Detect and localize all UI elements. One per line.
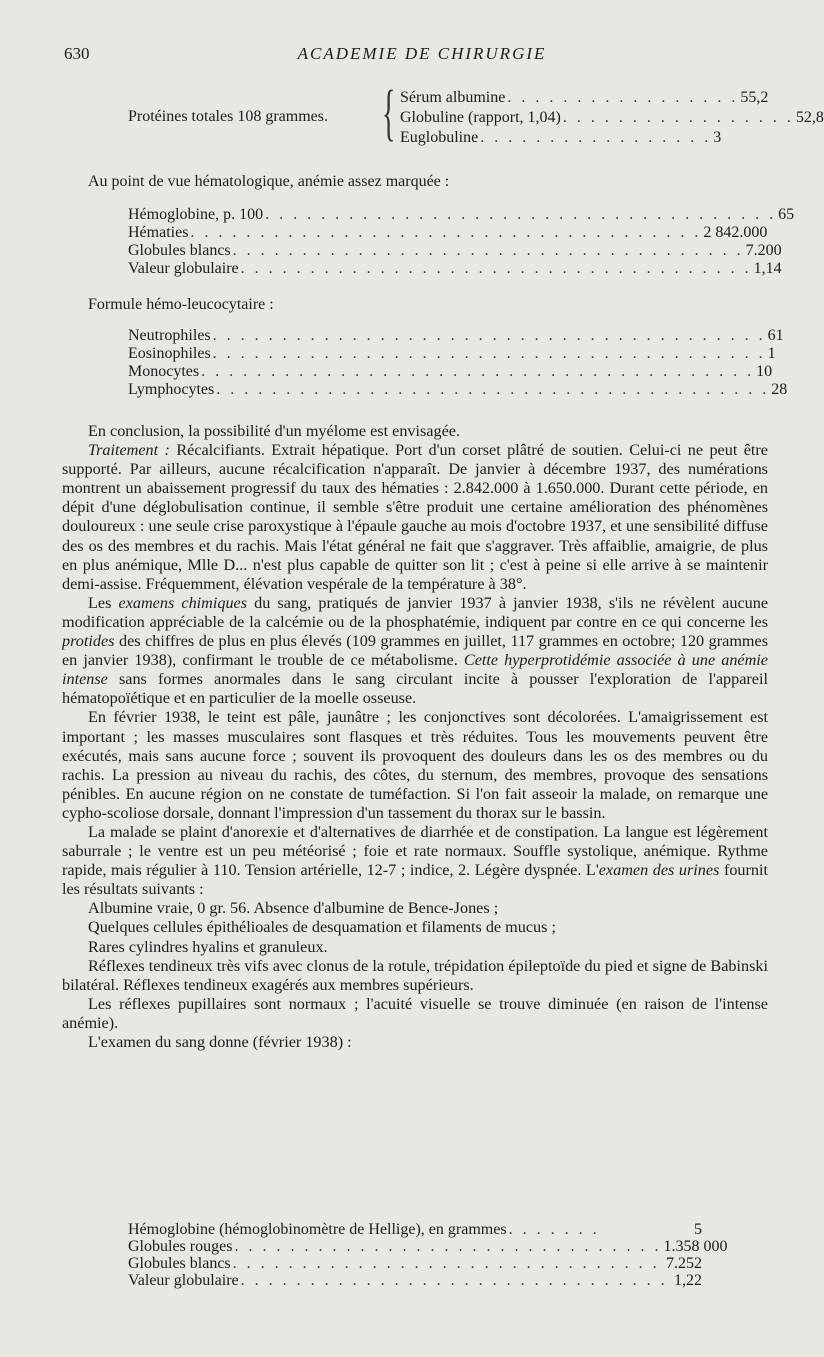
paragraph <box>62 823 768 899</box>
text-run: fournit les résultats suivants : <box>62 861 769 899</box>
protein-row <box>400 108 824 128</box>
leader-dots: . . . . . . . . . . . . . . . . . . . . . . . . . . . . . . . . . . . . . . . . <box>212 345 766 362</box>
paragraph-text: Récalcifiants. Extrait hépatique. Port d'un corset plâtré de soutien. Celui-ci ne peut être supporté. Par ailleurs, aucune récalcification n'apparaît. De janvier à décembre 1937, des numérations montrent un abaissement progressif du taux des hématies : 2.842.000 à 1.650.000. Durant cette période, en dépit d'une déglobulisation continue, il semble s'être produit une certaine amélioration des phénomènes douloureux : une seule crise paroxystique à l'épaule gauche au mois d'octobre 1937, et une sensibilité diffuse des os des membres et du rachis. Mais l'état général ne fait que s'aggraver. Très affaiblie, amaigrie, de plus en plus anémique, Mlle D... n'est plus capable de quitter son lit ; c'est à peine si elle arrive à se maintenir demi-assise. Fréquemment, élévation vespérale de la température à 38°. <box>62 441 768 593</box>
row-value: 3 <box>713 129 722 146</box>
leader-dots: . . . . . . . . . . . . . . . . . . . . . . . . . . . . . . . . . . . . . <box>265 206 777 223</box>
leader-dots: . . . . . . . . . . . . . . . . . . . . . . . . . . . . . . . <box>232 1255 660 1272</box>
paragraph: En conclusion, la possibilité d'un myélome est envisagée. <box>88 422 461 440</box>
text-run: sans formes anormales dans le sang circulant incite à pousser l'exploration de l'appareil hématopoïétique et en particulier de la moelle osseuse. <box>62 670 768 708</box>
row-value: 55,2 <box>740 89 769 106</box>
body-text <box>62 422 768 1052</box>
row-value: 7.200 <box>745 242 782 259</box>
urine-result: Albumine vraie, 0 gr. 56. Absence d'albumine de Bence-Jones ; <box>88 899 499 918</box>
urine-result: Quelques cellules épithélioales de desquamation et filaments de mucus ; <box>88 918 556 937</box>
row-label: Valeur globulaire <box>128 260 239 277</box>
leader-dots: . . . . . . . . . . . . . . . . . <box>562 109 794 126</box>
leader-dots: . . . . . . . . . . . . . . . . . . . . . . . . . . . . . . . . . . . . . <box>240 260 752 277</box>
row-label: Globuline (rapport, 1,04) <box>400 109 561 126</box>
brace-glyph: { <box>382 79 396 147</box>
leader-dots: . . . . . . . . . . . . . . . . . . . . . . . . . . . . . . . . . . . . . <box>190 224 702 241</box>
leader-dots: . . . . . . . . . . . . . . . . . . . . . . . . . . . . . . . . . . . . . . . . <box>201 363 755 380</box>
table-row <box>128 1221 702 1238</box>
row-label: Euglobuline <box>400 129 479 146</box>
italic-run: examens chimiques <box>118 593 248 612</box>
text-run: Les <box>88 593 119 612</box>
table-row <box>128 224 768 242</box>
table-row <box>128 1255 702 1272</box>
row-label: Sérum albumine <box>400 89 506 106</box>
text-run: des chiffres de plus en plus élevés (109 grammes en juillet, 117 grammes en octobre; 120 grammes en janvier 1938), confirmant le trouble de ce métabolisme. <box>62 632 768 670</box>
row-label: Neutrophiles <box>128 327 211 344</box>
paragraph <box>62 441 768 594</box>
leader-dots: . . . . . . . . . . . . . . . . . <box>480 129 712 146</box>
row-label: Eosinophiles <box>128 345 211 362</box>
row-value: 61 <box>767 327 784 344</box>
table-row <box>128 1272 702 1289</box>
table-row <box>128 206 795 224</box>
protein-rows <box>400 88 824 148</box>
table-row <box>128 260 782 278</box>
paragraph <box>62 594 768 709</box>
paragraph: En février 1938, le teint est pâle, jaunâtre ; les conjonctives sont décolorées. L'amaigrissement est important ; les masses musculaires sont flasques et très réduites. Tous les mouvements peuvent être exécutés, mais sans aucune force ; souvent ils provoquent des douleurs dans les os des membres ou du rachis. La pression au niveau du rachis, des côtes, du sternum, des membres, provoque des sensations pénibles. En aucune région on ne constate de tuméfaction. Si l'on fait asseoir la malade, on remarque une cypho-scoliose dorsale, donnant l'impression d'un tassement du thorax sur le bassin. <box>62 708 768 822</box>
row-value: 1 <box>767 345 776 362</box>
urine-result: Rares cylindres hyalins et granuleux. <box>88 937 328 956</box>
hematology-table <box>128 206 795 278</box>
row-label: Lymphocytes <box>128 381 215 398</box>
protein-row <box>400 88 769 108</box>
protein-row <box>400 128 722 148</box>
italic-run: protides <box>62 632 115 651</box>
row-value: 65 <box>778 206 795 223</box>
row-value: 2 842.000 <box>703 224 768 241</box>
leader-dots: . . . . . . . . . . . . . . . . . . . . . . . . . . . . . . . . . . . . . . . . <box>216 381 770 398</box>
running-title: ACADEMIE DE CHIRURGIE <box>297 44 547 63</box>
text-run: La malade se plaint d'anorexie et d'alternatives de diarrhée et de constipation. La langue est légèrement saburrale ; le ventre est un peu météorisé ; foie et rate normaux. Souffle systolique, anémique. Rythme rapide, mais régulier à 110. Tension artérielle, 12-7 ; indice, 2. Légère dyspnée. L' <box>62 822 768 880</box>
protein-block <box>128 79 824 150</box>
leader-dots: . . . . . . . . . . . . . . . . . . . . . . . . . . . . . . . <box>240 1272 668 1289</box>
page-number: 630 <box>64 44 90 63</box>
row-value: 1,22 <box>674 1272 702 1289</box>
leader-dots: . . . . . . . . . . . . . . . . . <box>507 89 739 106</box>
table-row <box>128 242 782 260</box>
table-row <box>128 345 776 363</box>
row-value: 52,8 <box>795 109 824 126</box>
row-label: Globules blancs <box>128 242 231 259</box>
text-run: du sang, pratiqués de janvier 1937 à janvier 1938, s'ils ne révèlent aucune modification appréciable de la calcémie ou de la phosphatémie, indiquent par contre en ce qui concerne les <box>62 593 768 631</box>
table-row <box>128 363 773 381</box>
row-label: Valeur globulaire <box>128 1272 239 1289</box>
protein-total-label: Protéines totales 108 grammes. <box>128 108 328 125</box>
row-value: 7.252 <box>666 1255 702 1272</box>
hematology-intro: Au point de vue hématologique, anémie assez marquée : <box>88 173 450 190</box>
blood-table <box>128 1221 728 1289</box>
table-row <box>128 1238 728 1255</box>
row-value: 28 <box>771 381 788 398</box>
page-header <box>64 44 740 68</box>
italic-run: examen des urines <box>598 861 720 880</box>
row-label: Hématies <box>128 224 189 241</box>
italic-run: Cette hyperprotidémie associée à une anémie intense <box>62 651 768 689</box>
leader-dots: . . . . . . . . . . . . . . . . . . . . . . . . . . . . . . . <box>234 1238 662 1255</box>
table-row <box>128 381 788 399</box>
row-value: 5 <box>694 1221 702 1238</box>
row-value: 1.358 000 <box>663 1238 728 1255</box>
paragraph: Réflexes tendineux très vifs avec clonus de la rotule, trépidation épileptoïde du pied et signe de Babinski bilatéral. Réflexes tendineux exagérés aux membres supérieurs. <box>62 956 768 994</box>
row-label: Globules rouges <box>128 1238 233 1255</box>
row-label: Hémoglobine (hémoglobinomètre de Hellige), en grammes <box>128 1221 507 1238</box>
paragraph: Les réflexes pupillaires sont normaux ; l'acuité visuelle se trouve diminuée (en raison de l'intense anémie). <box>62 994 768 1032</box>
italic-lead: Traitement : <box>88 441 170 460</box>
row-value: 10 <box>756 363 773 380</box>
row-label: Monocytes <box>128 363 200 380</box>
formula-table <box>128 327 788 399</box>
paragraph: L'examen du sang donne (février 1938) : <box>88 1033 352 1051</box>
row-value: 1,14 <box>753 260 782 277</box>
leader-dots: . . . . . . . <box>508 1221 600 1238</box>
table-row <box>128 327 784 345</box>
row-label: Hémoglobine, p. 100 <box>128 206 264 223</box>
row-label: Globules blancs <box>128 1255 231 1272</box>
formula-title: Formule hémo-leucocytaire : <box>88 296 274 313</box>
leader-dots: . . . . . . . . . . . . . . . . . . . . . . . . . . . . . . . . . . . . . <box>232 242 744 259</box>
leader-dots: . . . . . . . . . . . . . . . . . . . . . . . . . . . . . . . . . . . . . . . . <box>212 327 766 344</box>
